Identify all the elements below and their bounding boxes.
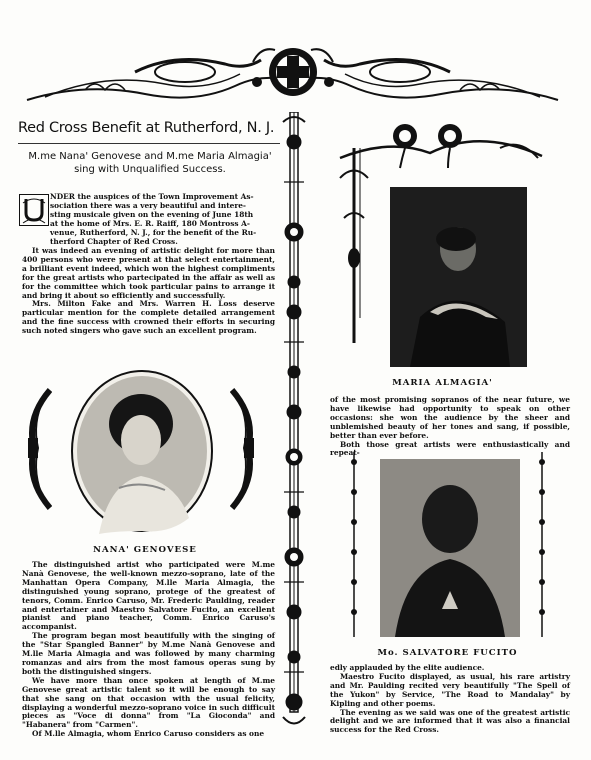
caption-genovese: NANA' GENOVESE <box>93 545 197 555</box>
paragraph: It was indeed an evening of artistic delight for more than 400 persons who were present at that select entertainment, a brilliant event indeed, which won the highest compliments for the great artists who partecipated in the affair as well as for the committee which took particular pains to arrange it and bring it about so efficiently and successfully. <box>22 246 275 300</box>
portrait-genovese <box>69 368 215 534</box>
title-rule <box>18 143 280 144</box>
paragraph: We have more than once spoken at length of M.me Genovese great artistic talent so it will be enough to say that she sang on that occasion with the usual felicity, displaying a wonderful mezzo-soprano voice in such difficult pieces as "Voce di donna" from "La Gioconda" and "Habanera" from "Carmen". <box>22 675 275 730</box>
right-column-lower <box>330 664 570 735</box>
right-column-upper <box>330 396 570 458</box>
center-column-ornament <box>279 112 309 730</box>
right-beaded-border <box>535 452 549 637</box>
paragraph: The evening as we said was one of the greatest artistic delight and we are informed that it was also a financial success for the Red Cross. <box>330 707 570 735</box>
intro-line: at the home of Mrs. E. R. Raiff, 180 Montross A- <box>50 218 250 228</box>
caption-almagia: MARIA ALMAGIA' <box>392 378 493 388</box>
intro-line: sting musicale given on the evening of June 18th <box>50 209 254 219</box>
article-subtitle <box>26 150 274 176</box>
left-bracket-ornament <box>24 388 52 510</box>
portrait-almagia <box>390 187 527 367</box>
article-title: Red Cross Benefit at Rutherford, N. J. <box>18 120 275 136</box>
intro-line: venue, Rutherford, N. J., for the benefit of the Ru- <box>50 227 257 237</box>
ornamental-header-banner <box>25 42 560 107</box>
paragraph: Maestro Fucito displayed, as usual, his rare artistry and Mr. Paulding recited very beautifully "The Spell of the Yukon" by Service, "The Road to Mandalay" by Kipling and other poems. <box>330 671 570 708</box>
paragraph: edly applauded by the elite audience. <box>330 663 485 672</box>
left-column-lower <box>22 561 275 739</box>
intro-line: sociation there was a very beautiful and intere- <box>50 200 246 210</box>
subtitle-line-2: sing with Unqualified Success. <box>74 164 226 175</box>
intro-paragraph <box>50 193 275 246</box>
portrait-fucito <box>380 459 520 637</box>
left-beaded-border <box>347 452 361 637</box>
caption-fucito: Mo. SALVATORE FUCITO <box>377 648 518 658</box>
right-bracket-ornament <box>230 388 258 510</box>
subtitle-line-1: M.me Nana' Genovese and M.me Maria Almagia' <box>28 151 272 162</box>
paragraph: Both those great artists were enthusiastically and repeat- <box>330 439 570 458</box>
left-column-upper <box>22 247 275 336</box>
dropcap-ornament <box>19 194 49 226</box>
intro-line: therford Chapter of Red Cross. <box>50 236 178 246</box>
paragraph: of the most promising sopranos of the near future, we have likewise had opportunity to speak on other occasions: she won the audience by the sheer and unblemished beauty of her tones and sang, if possible, better than ever before. <box>330 395 570 440</box>
paragraph: The program began most beautifully with the singing of the "Star Spangled Banner" by M.me Nanà Genovese and M.lle Maria Almagia and was followed by many charming romanzas and airs from the most famous operas sung by both the distinguished singers. <box>22 631 275 676</box>
dropcap-flourish-icon <box>20 195 48 225</box>
paragraph: Of M.lle Almagia, whom Enrico Caruso considers as one <box>32 729 265 739</box>
paragraph: The distinguished artist who participated were M.me Nanà Genovese, the well-known mezzo-soprano, late of the Manhattan Opera Company, M.lle Maria Almagia, the distinguished young soprano, protege of the greatest of tenors, Comm. Enrico Caruso, Mr. Frederic Paulding, reader and entertainer and Maestro Salvatore Fucito, an excellent pianist and piano teacher, Comm. Enrico Caruso's accompanist. <box>22 560 275 632</box>
intro-line: NDER the auspices of the Town Improvement As- <box>50 192 254 201</box>
paragraph: Mrs. Milton Fake and Mrs. Warren H. Loss deserve particular mention for the complete detailed arrangement and the fine success with crowned their efforts in securing such noted singers who gave such an excellent program. <box>22 299 275 336</box>
